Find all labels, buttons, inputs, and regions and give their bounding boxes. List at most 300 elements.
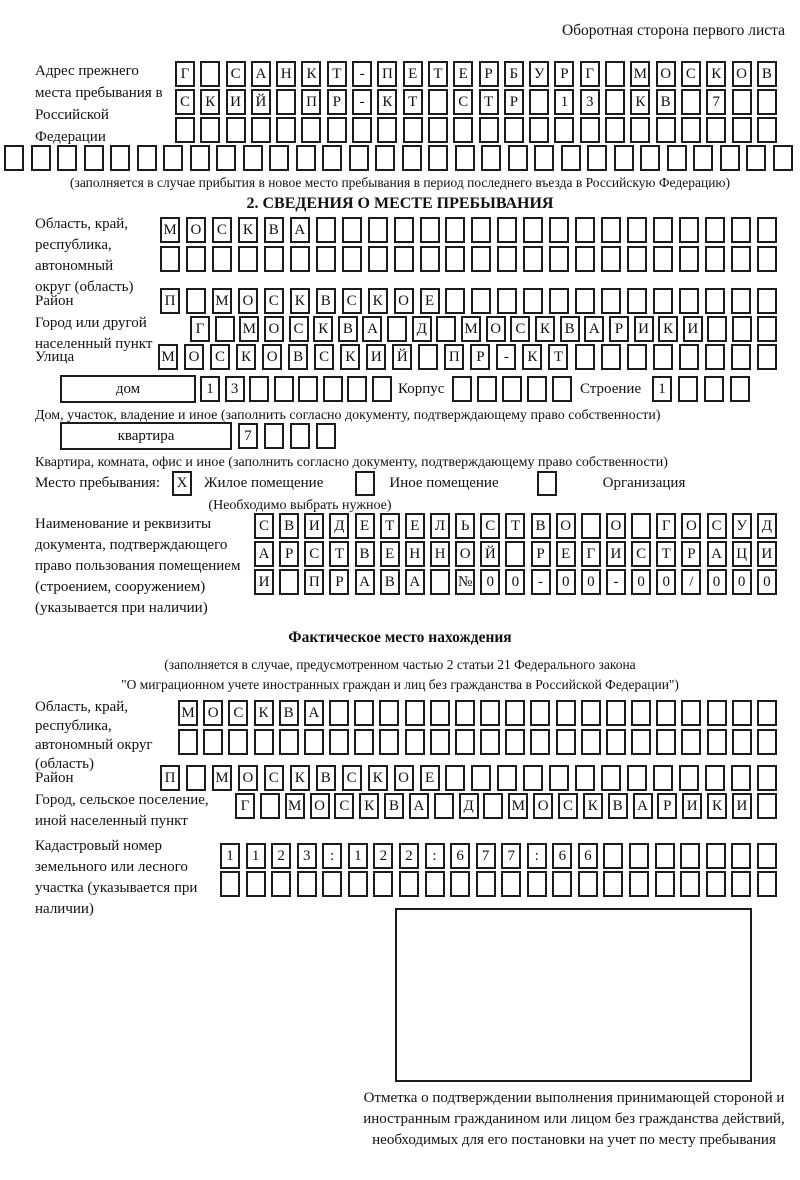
char-cell <box>243 145 263 171</box>
char-cell: А <box>584 316 604 342</box>
char-cell <box>445 288 465 314</box>
char-cell <box>373 871 393 897</box>
char-cell: К <box>658 316 678 342</box>
char-cell <box>477 376 497 402</box>
char-cell: А <box>290 217 310 243</box>
char-cell <box>375 145 395 171</box>
header-note: Оборотная сторона первого листа <box>561 22 785 39</box>
char-cell: 3 <box>297 843 317 869</box>
char-cell <box>556 700 576 726</box>
char-cell <box>175 117 195 143</box>
char-cell: С <box>453 89 473 115</box>
char-cell <box>732 117 752 143</box>
char-cell <box>679 344 699 370</box>
char-cell <box>450 871 470 897</box>
char-cell <box>354 700 374 726</box>
char-cell <box>581 729 601 755</box>
char-cell: И <box>757 541 777 567</box>
char-cell: О <box>681 513 701 539</box>
char-cell <box>575 288 595 314</box>
char-cell <box>731 246 751 272</box>
char-cell: М <box>158 344 178 370</box>
char-cell <box>627 288 647 314</box>
char-cell <box>471 217 491 243</box>
prev-address-label: Адрес прежнего места пребывания в Российской Федерации <box>35 63 163 145</box>
char-cell <box>627 217 647 243</box>
char-cell <box>556 729 576 755</box>
checkbox-org[interactable] <box>537 471 557 496</box>
char-cell: 0 <box>707 569 727 595</box>
char-cell: П <box>160 288 180 314</box>
doc-row1 <box>254 513 777 539</box>
char-cell <box>561 145 581 171</box>
char-cell <box>757 793 777 819</box>
char-cell: Т <box>505 513 525 539</box>
char-cell: 1 <box>652 376 672 402</box>
char-cell <box>605 61 625 87</box>
char-cell <box>629 871 649 897</box>
opt-org-label: Организация <box>602 475 686 491</box>
kvartira-box: квартира <box>60 422 232 450</box>
opt-inoe-label: Иное помещение <box>389 475 499 491</box>
char-cell: Д <box>329 513 349 539</box>
char-cell: В <box>380 569 400 595</box>
char-cell: Г <box>175 61 195 87</box>
char-cell <box>757 871 777 897</box>
char-cell <box>200 117 220 143</box>
char-cell: В <box>531 513 551 539</box>
char-cell: Т <box>428 61 448 87</box>
char-cell: Н <box>276 61 296 87</box>
char-cell <box>601 217 621 243</box>
char-cell: Ь <box>455 513 475 539</box>
char-cell <box>301 117 321 143</box>
char-cell <box>627 765 647 791</box>
char-cell <box>200 61 220 87</box>
char-cell <box>606 729 626 755</box>
char-cell: В <box>288 344 308 370</box>
char-cell <box>379 729 399 755</box>
char-cell <box>84 145 104 171</box>
char-cell <box>342 246 362 272</box>
char-cell <box>529 89 549 115</box>
char-cell: Й <box>392 344 412 370</box>
char-cell: Й <box>480 541 500 567</box>
char-cell <box>757 729 777 755</box>
char-cell: 1 <box>200 376 220 402</box>
char-cell <box>186 288 206 314</box>
char-cell <box>394 217 414 243</box>
char-cell <box>549 765 569 791</box>
char-cell: Т <box>656 541 676 567</box>
kadastr-label: Кадастровый номер земельного или лесного участка (указывается при наличии) <box>35 838 198 917</box>
doc-row2 <box>254 541 777 567</box>
char-cell <box>186 246 206 272</box>
char-cell <box>505 541 525 567</box>
char-cell <box>679 217 699 243</box>
char-cell <box>757 700 777 726</box>
char-cell <box>627 246 647 272</box>
char-cell <box>379 700 399 726</box>
mesto-label: Место пребывания: <box>35 475 160 491</box>
char-cell: К <box>313 316 333 342</box>
char-cell <box>394 246 414 272</box>
char-cell <box>757 288 777 314</box>
char-cell: С <box>264 765 284 791</box>
fact-gorod-label: Город, сельское поселение, иной населенный пункт <box>35 792 209 829</box>
char-cell: О <box>264 316 284 342</box>
char-cell <box>681 117 701 143</box>
char-cell <box>297 871 317 897</box>
char-cell <box>575 765 595 791</box>
char-cell <box>653 344 673 370</box>
char-cell: О <box>238 765 258 791</box>
char-cell: И <box>634 316 654 342</box>
char-cell <box>679 288 699 314</box>
char-cell <box>530 729 550 755</box>
prev-address-row3 <box>175 117 777 143</box>
char-cell: С <box>228 700 248 726</box>
char-cell: Р <box>657 793 677 819</box>
char-cell: А <box>707 541 727 567</box>
char-cell: П <box>377 61 397 87</box>
char-cell <box>304 729 324 755</box>
char-cell: К <box>200 89 220 115</box>
char-cell: № <box>455 569 475 595</box>
char-cell: 6 <box>552 843 572 869</box>
rayon-row <box>160 288 777 314</box>
checkbox-zhiloe[interactable]: X <box>172 471 192 496</box>
char-cell: К <box>290 765 310 791</box>
char-cell: В <box>338 316 358 342</box>
char-cell <box>497 765 517 791</box>
char-cell <box>757 89 777 115</box>
char-cell <box>667 145 687 171</box>
char-cell <box>377 117 397 143</box>
char-cell: А <box>251 61 271 87</box>
char-cell <box>508 145 528 171</box>
char-cell <box>655 871 675 897</box>
char-cell <box>731 843 751 869</box>
char-cell: - <box>496 344 516 370</box>
char-cell <box>354 729 374 755</box>
kadastr-row1 <box>220 843 777 869</box>
char-cell <box>110 145 130 171</box>
char-cell: Т <box>329 541 349 567</box>
char-cell: С <box>631 541 651 567</box>
char-cell: В <box>656 89 676 115</box>
char-cell <box>757 117 777 143</box>
char-cell: 0 <box>656 569 676 595</box>
korpus-cells <box>452 376 572 402</box>
mesto-note: (Необходимо выбрать нужное) <box>208 498 392 513</box>
char-cell: Д <box>757 513 777 539</box>
char-cell: О <box>606 513 626 539</box>
char-cell <box>757 765 777 791</box>
fact-oblast-row2 <box>178 729 777 755</box>
char-cell <box>316 246 336 272</box>
char-cell: 7 <box>238 423 258 449</box>
char-cell <box>527 871 547 897</box>
char-cell <box>276 117 296 143</box>
char-cell <box>481 145 501 171</box>
char-cell: М <box>461 316 481 342</box>
char-cell <box>445 765 465 791</box>
char-cell <box>705 288 725 314</box>
char-cell <box>403 117 423 143</box>
char-cell <box>329 700 349 726</box>
char-cell <box>352 117 372 143</box>
char-cell <box>530 700 550 726</box>
char-cell: Т <box>380 513 400 539</box>
char-cell: М <box>178 700 198 726</box>
char-cell <box>428 145 448 171</box>
char-cell: С <box>264 288 284 314</box>
stroenie-cells <box>652 376 750 402</box>
kadastr-row2 <box>220 871 777 897</box>
char-cell: К <box>630 89 650 115</box>
char-cell <box>452 376 472 402</box>
char-cell <box>387 316 407 342</box>
char-cell <box>316 423 336 449</box>
char-cell: 0 <box>581 569 601 595</box>
char-cell: В <box>279 700 299 726</box>
char-cell: С <box>707 513 727 539</box>
char-cell: А <box>304 700 324 726</box>
char-cell: К <box>254 700 274 726</box>
char-cell: Г <box>190 316 210 342</box>
char-cell <box>679 765 699 791</box>
char-cell <box>471 765 491 791</box>
char-cell: Т <box>403 89 423 115</box>
char-cell <box>402 145 422 171</box>
ulitsa-label: Улица <box>35 349 75 365</box>
char-cell: С <box>175 89 195 115</box>
char-cell: Б <box>504 61 524 87</box>
char-cell: Р <box>479 61 499 87</box>
char-cell <box>693 145 713 171</box>
char-cell: С <box>480 513 500 539</box>
char-cell <box>428 117 448 143</box>
char-cell <box>264 423 284 449</box>
char-cell: 6 <box>450 843 470 869</box>
mesto-row <box>35 471 685 496</box>
char-cell <box>720 145 740 171</box>
char-cell <box>505 729 525 755</box>
char-cell <box>483 793 503 819</box>
char-cell: Д <box>412 316 432 342</box>
korpus-label: Корпус <box>398 381 445 397</box>
char-cell <box>627 344 647 370</box>
char-cell: Ц <box>732 541 752 567</box>
char-cell <box>601 246 621 272</box>
char-cell: 3 <box>580 89 600 115</box>
char-cell: С <box>558 793 578 819</box>
char-cell: Г <box>581 541 601 567</box>
char-cell: : <box>322 843 342 869</box>
char-cell <box>455 700 475 726</box>
char-cell <box>606 700 626 726</box>
char-cell <box>601 344 621 370</box>
char-cell <box>705 344 725 370</box>
char-cell <box>137 145 157 171</box>
char-cell: 1 <box>220 843 240 869</box>
char-cell: О <box>556 513 576 539</box>
fact-oblast-label: Область, край, республика, автономный округ (область) <box>35 699 153 772</box>
checkbox-inoe[interactable] <box>355 471 375 496</box>
char-cell <box>420 217 440 243</box>
char-cell: 6 <box>578 843 598 869</box>
char-cell: С <box>289 316 309 342</box>
dom-box: дом <box>60 375 196 403</box>
char-cell: С <box>226 61 246 87</box>
section2-title: 2. СВЕДЕНИЯ О МЕСТЕ ПРЕБЫВАНИЯ <box>246 195 554 212</box>
char-cell <box>455 145 475 171</box>
char-cell: 2 <box>271 843 291 869</box>
char-cell <box>471 246 491 272</box>
char-cell <box>271 871 291 897</box>
char-cell: - <box>352 89 372 115</box>
char-cell <box>575 344 595 370</box>
char-cell: В <box>279 513 299 539</box>
char-cell <box>405 729 425 755</box>
char-cell: В <box>316 765 336 791</box>
ulitsa-row <box>158 344 777 370</box>
char-cell: С <box>681 61 701 87</box>
char-cell <box>653 246 673 272</box>
char-cell: Г <box>580 61 600 87</box>
char-cell <box>57 145 77 171</box>
char-cell <box>249 376 269 402</box>
char-cell: В <box>355 541 375 567</box>
char-cell <box>501 871 521 897</box>
char-cell <box>732 316 752 342</box>
char-cell <box>603 843 623 869</box>
char-cell <box>238 246 258 272</box>
char-cell <box>757 344 777 370</box>
char-cell <box>497 288 517 314</box>
char-cell: С <box>304 541 324 567</box>
char-cell <box>773 145 793 171</box>
char-cell: К <box>301 61 321 87</box>
char-cell: В <box>560 316 580 342</box>
char-cell <box>453 117 473 143</box>
char-cell: О <box>186 217 206 243</box>
char-cell: Е <box>380 541 400 567</box>
char-cell <box>705 246 725 272</box>
char-cell <box>552 376 572 402</box>
char-cell: П <box>301 89 321 115</box>
char-cell <box>290 246 310 272</box>
char-cell: К <box>236 344 256 370</box>
char-cell: 1 <box>246 843 266 869</box>
char-cell: Т <box>479 89 499 115</box>
char-cell: 0 <box>631 569 651 595</box>
char-cell <box>322 871 342 897</box>
char-cell: С <box>342 765 362 791</box>
char-cell: Р <box>504 89 524 115</box>
char-cell: О <box>310 793 330 819</box>
char-cell: Г <box>656 513 676 539</box>
fact-oblast-row1 <box>178 700 777 726</box>
char-cell <box>186 765 206 791</box>
char-cell: К <box>359 793 379 819</box>
char-cell <box>480 700 500 726</box>
char-cell: И <box>683 316 703 342</box>
char-cell <box>445 246 465 272</box>
char-cell: - <box>606 569 626 595</box>
char-cell <box>656 729 676 755</box>
char-cell <box>203 729 223 755</box>
char-cell <box>680 871 700 897</box>
char-cell: Е <box>420 288 440 314</box>
char-cell <box>653 288 673 314</box>
char-cell <box>653 217 673 243</box>
char-cell <box>681 700 701 726</box>
char-cell: - <box>352 61 372 87</box>
char-cell <box>631 729 651 755</box>
char-cell: Е <box>453 61 473 87</box>
char-cell: И <box>226 89 246 115</box>
char-cell <box>178 729 198 755</box>
char-cell <box>601 765 621 791</box>
char-cell: П <box>304 569 324 595</box>
char-cell: О <box>262 344 282 370</box>
char-cell: К <box>368 288 388 314</box>
char-cell: С <box>314 344 334 370</box>
char-cell <box>368 246 388 272</box>
rayon-label: Район <box>35 293 74 309</box>
char-cell <box>732 729 752 755</box>
stamp-box <box>395 908 752 1082</box>
char-cell: О <box>184 344 204 370</box>
char-cell: Е <box>420 765 440 791</box>
char-cell <box>430 729 450 755</box>
oblast-label: Область, край, республика, автономный округ (область) <box>35 216 134 295</box>
char-cell: 0 <box>505 569 525 595</box>
char-cell <box>704 376 724 402</box>
char-cell <box>581 700 601 726</box>
char-cell <box>656 117 676 143</box>
char-cell: К <box>522 344 542 370</box>
char-cell: К <box>340 344 360 370</box>
char-cell: Р <box>327 89 347 115</box>
char-cell <box>480 729 500 755</box>
char-cell: Р <box>531 541 551 567</box>
char-cell: 0 <box>732 569 752 595</box>
char-cell <box>681 729 701 755</box>
char-cell: Р <box>609 316 629 342</box>
char-cell <box>678 376 698 402</box>
char-cell: 7 <box>706 89 726 115</box>
char-cell <box>290 423 310 449</box>
char-cell <box>757 217 777 243</box>
char-cell <box>640 145 660 171</box>
char-cell: К <box>368 765 388 791</box>
char-cell <box>226 117 246 143</box>
char-cell: П <box>160 765 180 791</box>
char-cell: В <box>316 288 336 314</box>
char-cell <box>260 793 280 819</box>
char-cell: 0 <box>757 569 777 595</box>
char-cell <box>274 376 294 402</box>
char-cell <box>220 871 240 897</box>
char-cell <box>757 246 777 272</box>
char-cell: В <box>757 61 777 87</box>
char-cell <box>428 89 448 115</box>
char-cell <box>707 316 727 342</box>
char-cell <box>731 344 751 370</box>
